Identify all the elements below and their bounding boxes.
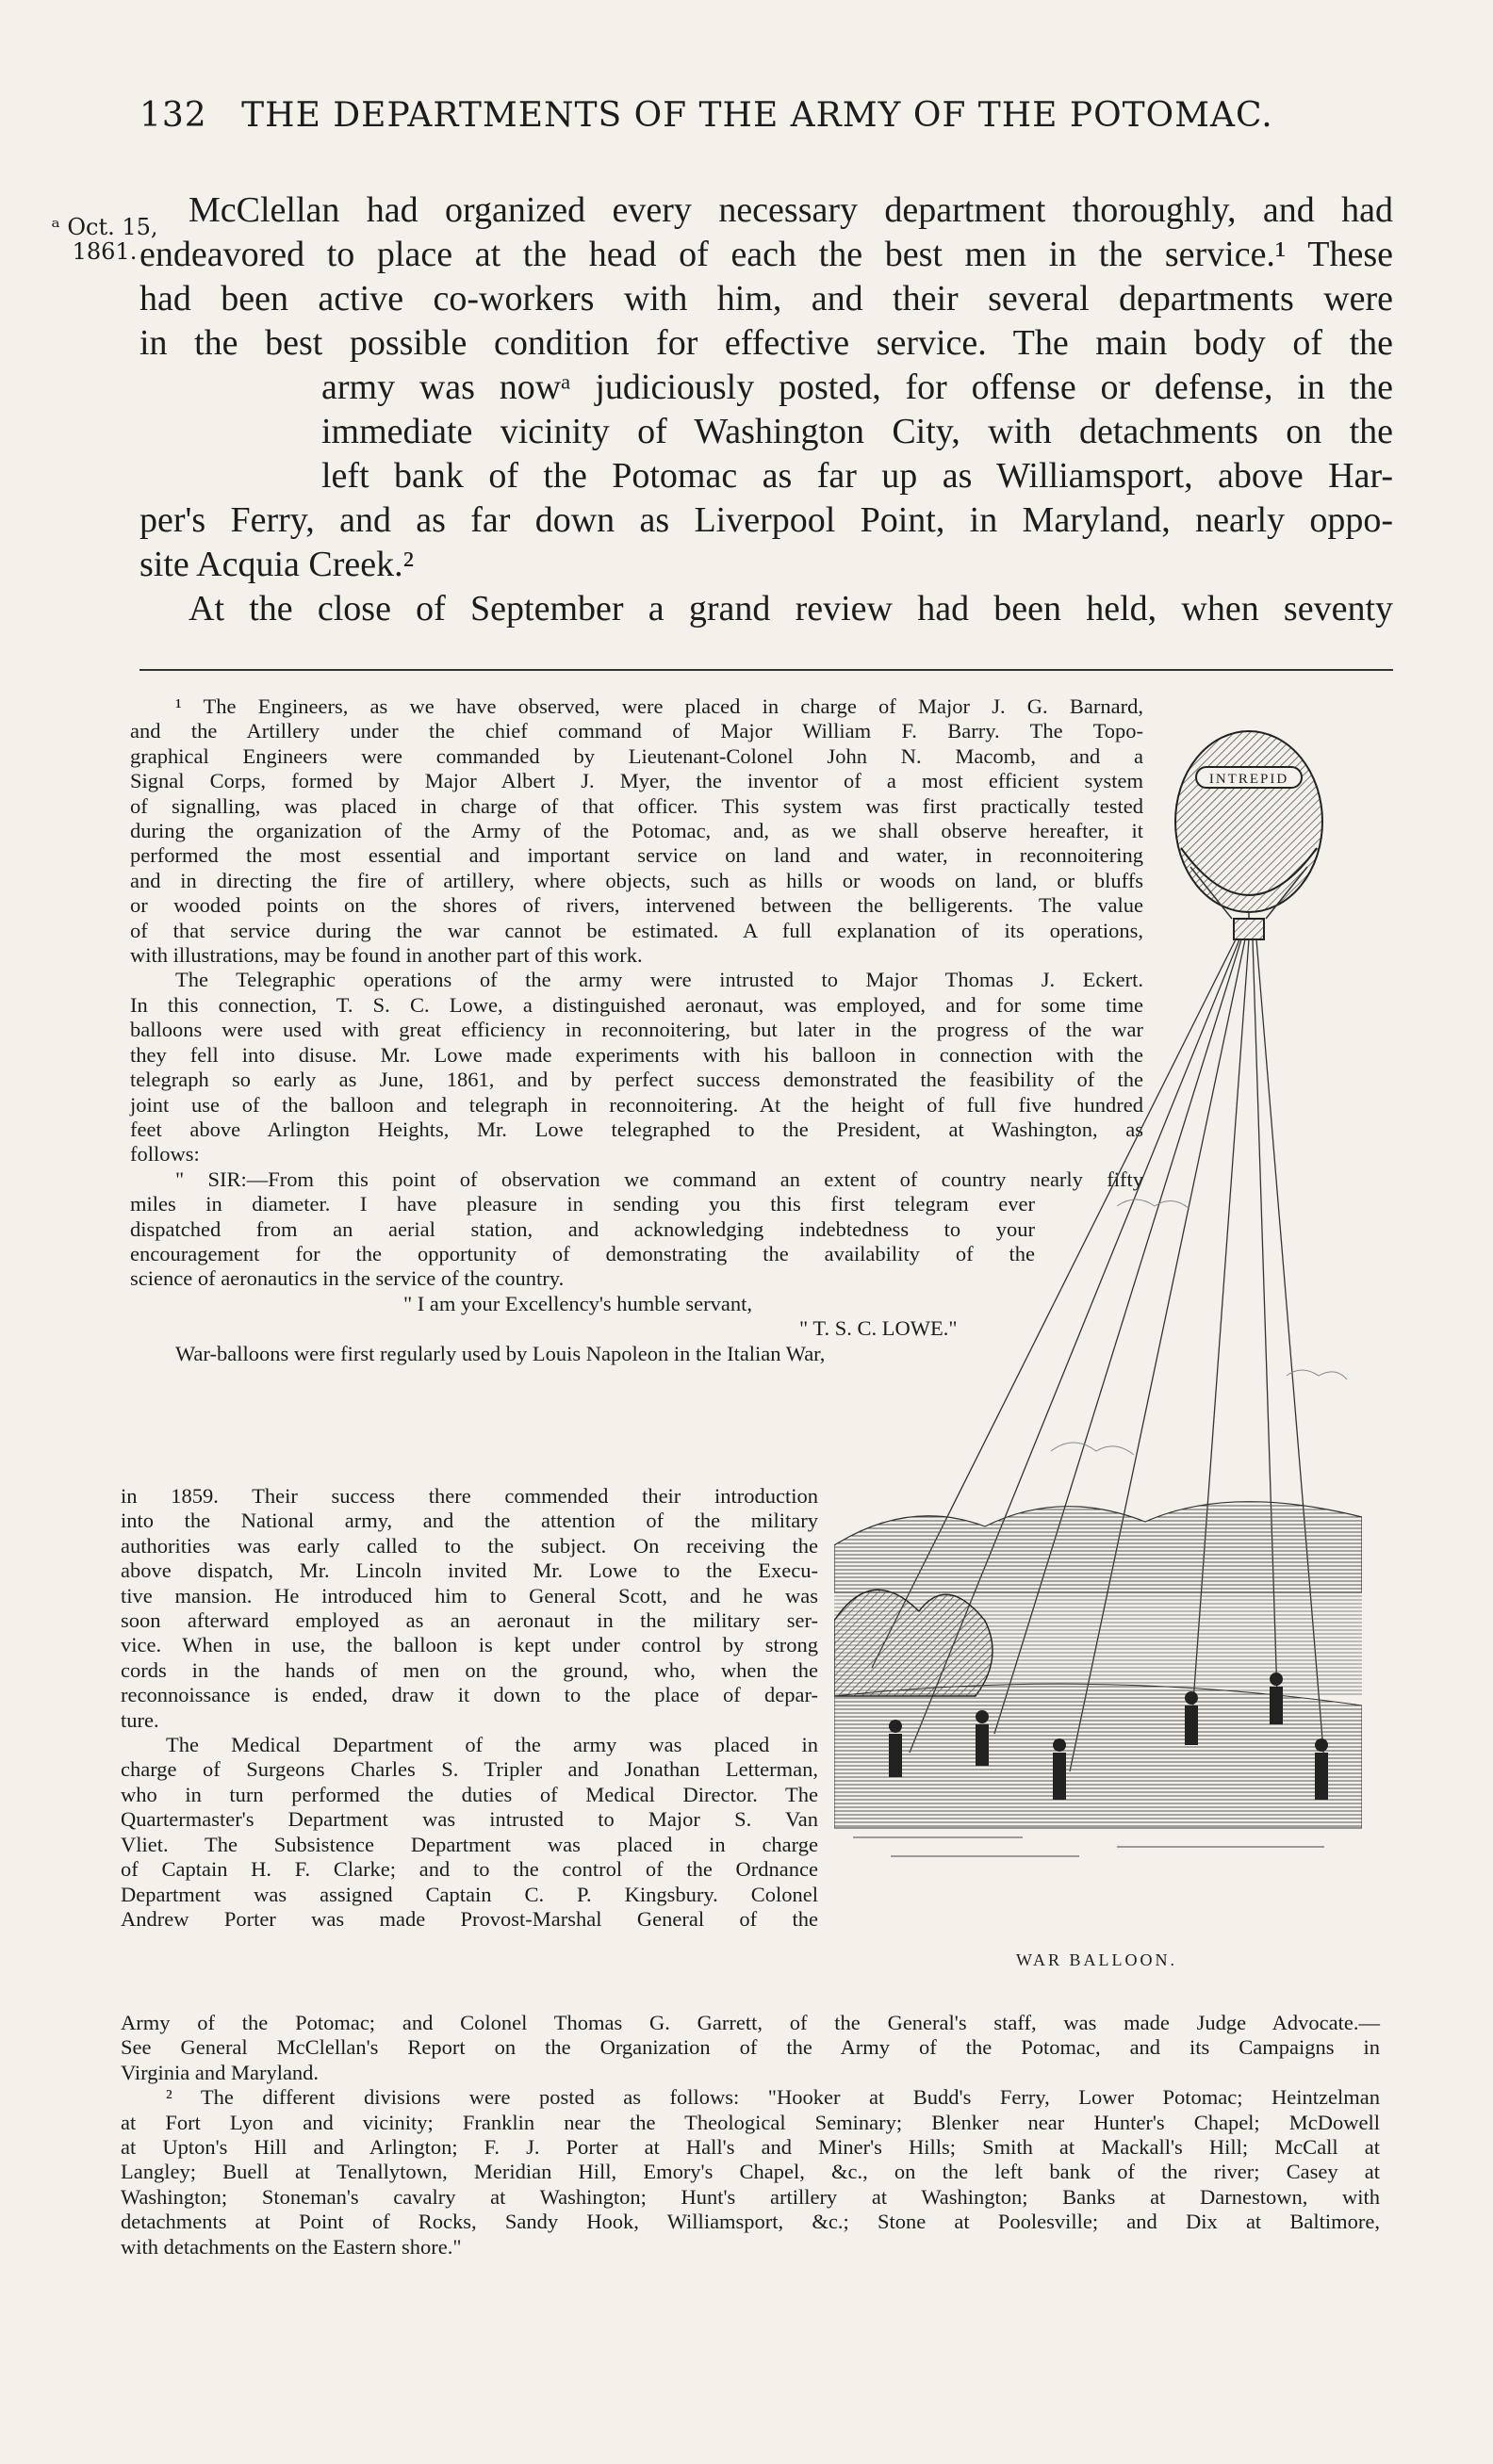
running-header [139,96,1365,135]
main-line: per's Ferry, and as far down as Liverpool Point, in Maryland, nearly oppo- [139,500,1393,540]
footnote-line: of that service during the war cannot be estimated. A full explanation of its operations, [130,918,1143,942]
footnote-line: soon afterward employed as an aeronaut in the military ser- [121,1608,818,1633]
main-line: site Acquia Creek.² [139,545,415,584]
footnote-line: detachments at Point of Rocks, Sandy Hook, Williamsport, &c.; Stone at Poolesville; and Dix at Baltimore, [121,2210,1380,2234]
footnote-block-left [121,1484,818,1932]
main-line: endeavored to place at the head of each the best men in the service.¹ These [139,235,1393,274]
footnote-line: cords in the hands of men on the ground, who, when the [121,1657,818,1682]
footnote-line: of signalling, was placed in charge of that officer. This system was first practically tested [130,793,1143,818]
footnote-line: Langley; Buell at Tenallytown, Meridian Hill, Emory's Chapel, &c., on the left bank of the river; Casey at [121,2160,1380,2184]
war-balloon-engraving [834,716,1362,1932]
footnote-line: joint use of the balloon and telegraph in reconnoitering. At the height of full five hundred [130,1092,1143,1117]
footnote-line: Quartermaster's Department was intrusted to Major S. Van [121,1807,818,1832]
footnote-line: and the Artillery under the chief command of Major William F. Barry. The Topo- [130,719,1143,743]
footnote-line: follows: [130,1142,200,1167]
footnote-line: during the organization of the Army of the Potomac, and, as we shall observe hereafter, it [130,819,1143,843]
footnote-line: with detachments on the Eastern shore." [121,2234,462,2259]
footnote-line: who in turn performed the duties of Medical Director. The [121,1782,818,1806]
main-line: in the best possible condition for effective service. The main body of the [139,323,1393,363]
page-number: 132 [139,96,207,135]
footnote-line: ¹ The Engineers, as we have observed, were placed in charge of Major J. G. Barnard, [175,694,1143,718]
footnote-line: performed the most essential and important service on land and water, in reconnoitering [130,843,1143,868]
trees [834,1590,993,1696]
footnote-line: charge of Surgeons Charles S. Tripler and Jonathan Letterman, [121,1757,818,1782]
footnote-line: Vliet. The Subsistence Department was placed in charge [121,1832,818,1856]
footnote-line: reconnoissance is ended, draw it down to the place of depar- [121,1683,818,1707]
footnote-line: War-balloons were first regularly used by Louis Napoleon in the Italian War, [175,1341,826,1365]
running-title: THE DEPARTMENTS OF THE ARMY OF THE POTOMAC. [241,96,1273,135]
footnote-line: graphical Engineers were commanded by Lieutenant-Colonel John N. Macomb, and a [130,743,1143,768]
balloon-basket [1234,919,1264,939]
footnote-line: tive mansion. He introduced him to General Scott, and he was [121,1583,818,1607]
footnote-line: Andrew Porter was made Provost-Marshal General of the [121,1906,818,1931]
footnote-divider [139,669,1393,671]
footnote-line: Army of the Potomac; and Colonel Thomas G. Garrett, of the General's staff, was made Judge Advocate.— [121,2011,1380,2034]
footnote-line: miles in diameter. I have pleasure in sending you this first telegram ever [130,1192,1035,1216]
footnote-line: they fell into disuse. Mr. Lowe made experiments with his balloon in connection with the [130,1042,1143,1067]
footnote-line: dispatched from an aerial station, and acknowledging indebtedness to your [130,1216,1035,1241]
footnote-line: at Upton's Hill and Arlington; F. J. Porter at Hall's and Miner's Hills; Smith at Mackall's Hill; McCall at [121,2135,1380,2160]
footnote-line: ture. [121,1707,159,1732]
margin-note-line: 1861. [72,238,138,265]
main-line: McClellan had organized every necessary department thoroughly, and had [189,190,1393,230]
footnote-line: into the National army, and the attention of the military [121,1509,818,1533]
main-line: had been active co-workers with him, and their several departments were [139,279,1393,318]
footnote-line: authorities was early called to the subject. On receiving the [121,1533,818,1558]
main-line: left bank of the Potomac as far up as Williamsport, above Har- [321,456,1393,496]
illustration-caption: WAR BALLOON. [1016,1950,1177,1969]
footnote-line: " I am your Excellency's humble servant, [403,1291,752,1315]
footnote-line: The Medical Department of the army was placed in [166,1733,818,1757]
main-line: At the close of September a grand review had been held, when seventy [189,589,1393,628]
footnote-line: with illustrations, may be found in another part of this work. [130,943,643,968]
footnote-line: The Telegraphic operations of the army were intrusted to Major Thomas J. Eckert. [175,968,1143,992]
footnote-line: balloons were used with great efficiency in reconnoitering, but later in the progress of the war [130,1018,1143,1042]
footnote-line: science of aeronautics in the service of the country. [130,1266,565,1291]
footnote-line: " SIR:—From this point of observation we command an extent of country nearly fifty [175,1167,1143,1191]
footnote-line: and in directing the fire of artillery, where objects, such as hills or woods on land, or bluffs [130,868,1143,892]
footnote-line: Signal Corps, formed by Major Albert J. Myer, the inventor of a most efficient system [130,769,1143,793]
clouds [1051,1199,1347,1455]
footnote-line: in 1859. Their success there commended their introduction [121,1484,818,1508]
distant-hills [834,1502,1362,1592]
balloon-envelope [1175,731,1322,912]
footnote-block-bottom [121,2011,1380,2260]
footnote-line: telegraph so early as June, 1861, and by perfect success demonstrated the feasibility of the [130,1068,1143,1092]
footnote-line: encouragement for the opportunity of demonstrating the availability of the [130,1241,1035,1265]
footnote-line: See General McClellan's Report on the Organization of the Army of the Potomac, and its Campaigns in [121,2035,1380,2060]
footnote-line: of Captain H. F. Clarke; and to the control of the Ordnance [121,1857,818,1882]
footnote-line: or wooded points on the shores of rivers, intervened between the belligerents. The value [130,893,1143,918]
margin-note-line: ᵃ Oct. 15, [51,214,158,240]
footnote-line: Washington; Stoneman's cavalry at Washington; Hunt's artillery at Washington; Banks at Darnestown, with [121,2184,1380,2209]
main-line: immediate vicinity of Washington City, with detachments on the [321,412,1393,451]
foreground-shading [853,1837,1324,1856]
footnote-line: feet above Arlington Heights, Mr. Lowe telegraphed to the President, at Washington, as [130,1117,1143,1141]
balloon-label: INTREPID [1208,772,1289,787]
footnote-line: Department was assigned Captain C. P. Kingsbury. Colonel [121,1882,818,1906]
footnote-line: In this connection, T. S. C. Lowe, a distinguished aeronaut, was employed, and for some time [130,992,1143,1017]
footnote-line: above dispatch, Mr. Lincoln invited Mr. Lowe to the Execu- [121,1558,818,1583]
margin-note [34,215,175,264]
footnote-line: vice. When in use, the balloon is kept under control by strong [121,1633,818,1657]
main-line: army was nowᵃ judiciously posted, for offense or defense, in the [321,367,1393,407]
main-text [139,188,1393,631]
footnote-line: at Fort Lyon and vicinity; Franklin near the Theological Seminary; Blenker near Hunter's Chapel; McDowell [121,2110,1380,2134]
footnote-line: ² The different divisions were posted as follows: "Hooker at Budd's Ferry, Lower Potomac; Heintzelman [166,2085,1380,2110]
footnote-line: " T. S. C. LOWE." [799,1316,958,1341]
footnote-line: Virginia and Maryland. [121,2060,320,2084]
